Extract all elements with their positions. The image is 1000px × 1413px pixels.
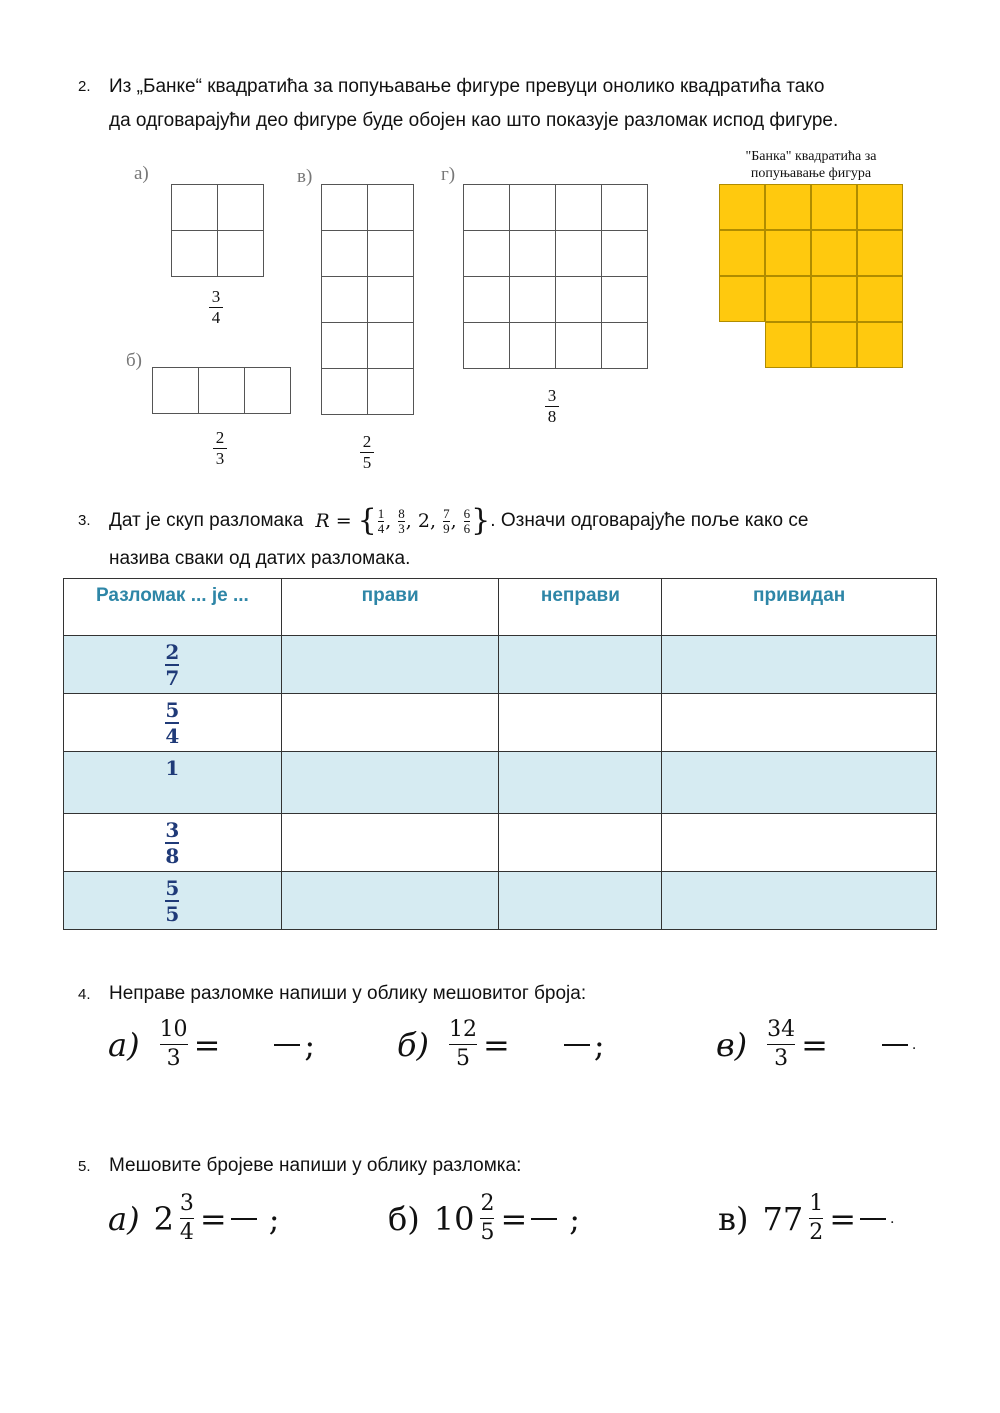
improper-fraction <box>767 1016 795 1073</box>
bank-title-line1: "Банка" квадратића за <box>745 149 877 164</box>
item-end: . <box>890 1210 895 1227</box>
figure-cell[interactable] <box>368 323 414 369</box>
denominator: 8 <box>165 843 180 868</box>
numerator: 12 <box>449 1017 478 1042</box>
figure-cell[interactable] <box>322 277 368 323</box>
improper-checkbox-cell[interactable] <box>499 636 662 694</box>
denominator: 3 <box>398 520 405 536</box>
q3-text-line1: Дат је скуп разломака R = { 1 4 , 8 3 , 2 , 7 9 , 6 6 } . Означи одговарајуће поље како се <box>109 503 809 538</box>
figure-cell[interactable] <box>368 231 414 277</box>
header-improper: неправи <box>499 579 662 636</box>
set-equals: = <box>335 510 352 532</box>
q4-number: 4. <box>78 986 91 1003</box>
figure-cell[interactable] <box>368 185 414 231</box>
q3-text-line2: назива сваки од датих разломака. <box>109 548 411 569</box>
item-label: б) <box>397 1025 430 1064</box>
item-label: б) <box>388 1199 420 1238</box>
numerator: 2 <box>480 1191 495 1216</box>
figure-cell[interactable] <box>322 231 368 277</box>
table-header-row <box>64 579 937 636</box>
bank-square[interactable] <box>765 322 811 368</box>
bank-square[interactable] <box>811 276 857 322</box>
fraction-part <box>480 1190 494 1247</box>
numerator: 5 <box>165 875 180 900</box>
numerator: 2 <box>165 639 180 664</box>
q4-item-a: а) 10 3 = ; <box>108 1017 316 1071</box>
bank-square[interactable] <box>765 276 811 322</box>
denominator: 5 <box>456 1046 471 1071</box>
bank-title <box>713 148 909 182</box>
bank-square[interactable] <box>857 276 903 322</box>
figure-cell[interactable] <box>199 368 245 414</box>
figure-cell[interactable] <box>464 185 510 231</box>
numerator: 3 <box>179 1191 194 1216</box>
q2-number: 2. <box>78 78 91 95</box>
answer-fraction-line[interactable] <box>860 1218 886 1220</box>
denominator: 4 <box>179 1220 194 1245</box>
fraction-cell <box>64 872 282 930</box>
figure-cell[interactable] <box>172 231 218 277</box>
figure-cell[interactable] <box>153 368 199 414</box>
figure-cell[interactable] <box>510 231 556 277</box>
whole-part: 10 <box>433 1199 475 1238</box>
numerator: 1 <box>809 1191 824 1216</box>
figure-b-label: б) <box>126 350 142 371</box>
proper-checkbox-cell[interactable] <box>281 872 499 930</box>
numerator: 6 <box>463 505 471 521</box>
fraction-cell <box>64 694 282 752</box>
set-whole: 2 <box>417 510 430 532</box>
figure-a-label: а) <box>134 163 149 184</box>
figure-cell[interactable] <box>368 369 414 415</box>
apparent-checkbox-cell[interactable] <box>662 752 937 814</box>
figure-cell[interactable] <box>464 323 510 369</box>
bank-square[interactable] <box>857 230 903 276</box>
item-end: ; <box>304 1025 316 1064</box>
figure-cell[interactable] <box>322 369 368 415</box>
improper-checkbox-cell[interactable] <box>499 814 662 872</box>
bank-title-line2: попуњавање фигура <box>750 166 872 181</box>
table-row <box>64 636 937 694</box>
set-symbol: R <box>315 510 330 532</box>
q5-item-b: б) 10 2 5 = ; <box>388 1191 581 1245</box>
table-row <box>64 872 937 930</box>
figure-cell[interactable] <box>556 323 602 369</box>
numerator: 1 <box>377 505 385 521</box>
denominator: 5 <box>362 453 372 472</box>
item-end: ; <box>593 1025 605 1064</box>
denominator: 5 <box>165 901 180 926</box>
apparent-checkbox-cell[interactable] <box>662 636 937 694</box>
numerator: 7 <box>443 505 450 521</box>
bank-square[interactable] <box>719 184 765 230</box>
denominator: 4 <box>377 520 385 536</box>
figure-cell[interactable] <box>602 231 648 277</box>
figure-v-grid[interactable] <box>321 184 414 415</box>
item-end: ; <box>569 1199 581 1238</box>
bank-square[interactable] <box>765 230 811 276</box>
table-row <box>64 752 937 814</box>
q2-text-line1: Из „Банке“ квадратића за попуњавање фигуре превуци онолико квадратића тако <box>109 76 825 97</box>
figure-cell[interactable] <box>218 185 264 231</box>
q3-text-after: . Означи одговарајуће поље како се <box>490 510 809 531</box>
denominator: 6 <box>463 520 471 536</box>
set-fraction <box>443 507 450 536</box>
proper-checkbox-cell[interactable] <box>281 636 499 694</box>
figure-v-label: в) <box>297 166 313 187</box>
bank-square[interactable] <box>719 276 765 322</box>
q5-item-a: а) 2 3 4 = ; <box>108 1191 280 1245</box>
figure-g-grid[interactable] <box>463 184 648 369</box>
figure-a-grid[interactable] <box>171 184 264 277</box>
item-label: в) <box>716 1025 748 1064</box>
figure-cell[interactable] <box>464 231 510 277</box>
proper-checkbox-cell[interactable] <box>281 694 499 752</box>
proper-checkbox-cell[interactable] <box>281 814 499 872</box>
figure-b-grid[interactable] <box>152 367 291 414</box>
improper-checkbox-cell[interactable] <box>499 694 662 752</box>
figure-cell[interactable] <box>556 231 602 277</box>
denominator: 3 <box>774 1046 789 1071</box>
figure-cell[interactable] <box>556 185 602 231</box>
fraction-part <box>180 1190 194 1247</box>
whole-number: 1 <box>165 756 180 780</box>
answer-fraction-line[interactable] <box>231 1218 257 1220</box>
numerator: 3 <box>165 817 180 842</box>
table-row <box>64 694 937 752</box>
denominator: 4 <box>165 723 180 748</box>
figure-cell[interactable] <box>510 277 556 323</box>
improper-fraction <box>449 1016 477 1073</box>
figure-cell[interactable] <box>602 277 648 323</box>
answer-fraction-line[interactable] <box>531 1218 557 1220</box>
table-row <box>64 814 937 872</box>
header-apparent: привидан <box>662 579 937 636</box>
denominator: 5 <box>480 1220 495 1245</box>
item-label: а) <box>108 1199 140 1238</box>
figure-cell[interactable] <box>510 185 556 231</box>
figure-g-fraction <box>545 386 559 427</box>
set-fraction <box>378 507 385 536</box>
item-label: а) <box>108 1025 140 1064</box>
q3-text-before: Дат је скуп разломака <box>109 510 304 531</box>
q4-text: Неправе разломке напиши у облику мешовитог броја: <box>109 983 587 1004</box>
figure-cell[interactable] <box>602 185 648 231</box>
bank-square[interactable] <box>857 322 903 368</box>
apparent-checkbox-cell[interactable] <box>662 872 937 930</box>
denominator: 8 <box>547 407 557 426</box>
bank-square[interactable] <box>811 230 857 276</box>
item-end: ; <box>268 1199 280 1238</box>
brace-open: { <box>357 503 377 538</box>
figure-cell[interactable] <box>245 368 291 414</box>
q2-text-line2: да одговарајући део фигуре буде обојен као што показује разломак испод фигуре. <box>109 110 839 131</box>
item-end: . <box>911 1036 917 1053</box>
whole-part: 77 <box>762 1199 804 1238</box>
figure-cell[interactable] <box>218 231 264 277</box>
q5-number: 5. <box>78 1158 91 1175</box>
numerator: 3 <box>547 386 557 405</box>
denominator: 4 <box>211 308 221 327</box>
improper-checkbox-cell[interactable] <box>499 752 662 814</box>
q3-number: 3. <box>78 512 91 529</box>
figure-cell[interactable] <box>556 277 602 323</box>
figure-cell[interactable] <box>368 277 414 323</box>
fraction-cell <box>64 814 282 872</box>
fraction-cell <box>64 636 282 694</box>
improper-checkbox-cell[interactable] <box>499 872 662 930</box>
denominator: 3 <box>215 449 225 468</box>
denominator: 3 <box>166 1046 181 1071</box>
apparent-checkbox-cell[interactable] <box>662 814 937 872</box>
answer-fraction-line[interactable] <box>274 1044 300 1046</box>
answer-fraction-line[interactable] <box>564 1044 590 1046</box>
proper-checkbox-cell[interactable] <box>281 752 499 814</box>
header-fraction: Разломак ... је ... <box>64 579 282 636</box>
item-label: в) <box>718 1199 749 1238</box>
denominator: 2 <box>809 1220 824 1245</box>
bank-square[interactable] <box>857 184 903 230</box>
numerator: 5 <box>165 697 180 722</box>
numerator: 34 <box>767 1017 796 1042</box>
fraction-part <box>809 1190 823 1247</box>
numerator: 2 <box>362 432 372 451</box>
bank-square[interactable] <box>719 230 765 276</box>
fraction-cell <box>64 752 282 814</box>
header-proper: прави <box>281 579 499 636</box>
denominator: 9 <box>443 520 450 536</box>
set-fraction <box>464 507 471 536</box>
bank-square[interactable] <box>811 322 857 368</box>
numerator: 8 <box>398 505 405 521</box>
fraction-classification-table <box>63 578 937 930</box>
figure-cell[interactable] <box>510 323 556 369</box>
figure-cell[interactable] <box>322 185 368 231</box>
figure-cell[interactable] <box>172 185 218 231</box>
bank-square[interactable] <box>811 184 857 230</box>
q5-text: Мешовите бројеве напиши у облику разломка: <box>109 1155 522 1176</box>
figure-g-label: г) <box>441 164 456 185</box>
denominator: 7 <box>165 665 180 690</box>
figure-cell[interactable] <box>322 323 368 369</box>
figure-a-fraction <box>209 287 223 328</box>
numerator: 10 <box>159 1017 188 1042</box>
apparent-checkbox-cell[interactable] <box>662 694 937 752</box>
brace-close: } <box>471 503 491 538</box>
improper-fraction <box>160 1016 188 1073</box>
numerator: 2 <box>215 428 225 447</box>
bank-square[interactable] <box>765 184 811 230</box>
numerator: 3 <box>211 287 221 306</box>
figure-v-fraction <box>360 432 374 473</box>
q4-item-b: б) 12 5 = ; <box>397 1017 605 1071</box>
answer-fraction-line[interactable] <box>882 1044 908 1046</box>
figure-b-fraction <box>213 428 227 469</box>
set-fraction <box>398 507 405 536</box>
q4-item-v: в) 34 3 = . <box>716 1017 917 1071</box>
q5-item-v: в) 77 1 2 = . <box>718 1191 895 1245</box>
whole-part: 2 <box>153 1199 174 1238</box>
figure-cell[interactable] <box>464 277 510 323</box>
figure-cell[interactable] <box>602 323 648 369</box>
